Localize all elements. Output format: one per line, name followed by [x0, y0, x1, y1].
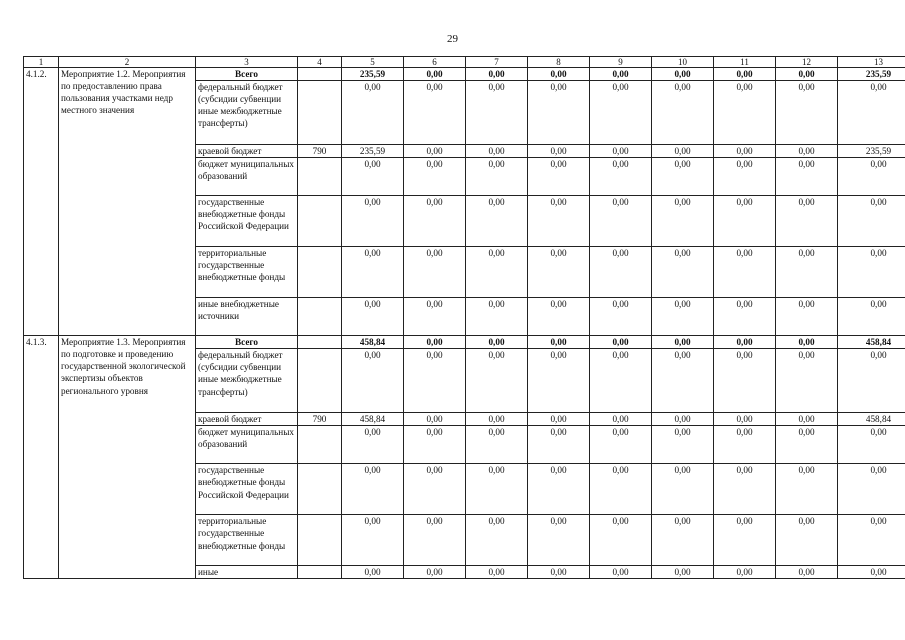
- amount-cell: 0,00: [652, 413, 714, 426]
- funding-source: федеральный бюджет (субсидии субвенции иные межбюджетные трансферты): [196, 81, 298, 145]
- measure-name: Мероприятие 1.2. Мероприятия по предоставлению права пользования участками недр местного значения: [59, 68, 196, 336]
- funding-source: государственные внебюджетные фонды Российской Федерации: [196, 464, 298, 515]
- amount-cell: 0,00: [528, 196, 590, 247]
- amount-cell: 0,00: [838, 247, 905, 298]
- amount-cell: 0,00: [776, 298, 838, 336]
- column-number: 2: [59, 57, 196, 68]
- funding-source: краевой бюджет: [196, 413, 298, 426]
- amount-cell: 0,00: [590, 158, 652, 196]
- amount-cell: 0,00: [838, 81, 905, 145]
- budget-code: [298, 247, 342, 298]
- measure-total-row: [24, 336, 905, 349]
- amount-cell: 0,00: [838, 158, 905, 196]
- amount-cell: 0,00: [714, 566, 776, 579]
- amount-cell: 0,00: [528, 298, 590, 336]
- measure-index: 4.1.2.: [24, 68, 59, 336]
- column-number: 3: [196, 57, 298, 68]
- amount-cell: 0,00: [590, 413, 652, 426]
- funding-source: иные: [196, 566, 298, 579]
- amount-cell: 0,00: [590, 247, 652, 298]
- amount-cell: 0,00: [652, 247, 714, 298]
- column-number: 6: [404, 57, 466, 68]
- amount-cell: 0,00: [404, 426, 466, 464]
- amount-cell: 0,00: [466, 68, 528, 81]
- amount-cell: 0,00: [590, 426, 652, 464]
- amount-cell: 0,00: [404, 158, 466, 196]
- amount-cell: 458,84: [342, 413, 404, 426]
- amount-cell: 0,00: [466, 426, 528, 464]
- amount-cell: 0,00: [838, 464, 905, 515]
- amount-cell: 0,00: [404, 81, 466, 145]
- table-body: [24, 57, 905, 579]
- funding-source: иные внебюджетные источники: [196, 298, 298, 336]
- measure-index: 4.1.3.: [24, 336, 59, 579]
- amount-cell: 0,00: [404, 515, 466, 566]
- amount-cell: 0,00: [342, 81, 404, 145]
- amount-cell: 0,00: [776, 196, 838, 247]
- column-number: 11: [714, 57, 776, 68]
- amount-cell: 0,00: [838, 566, 905, 579]
- amount-cell: 0,00: [528, 81, 590, 145]
- amount-cell: 0,00: [714, 145, 776, 158]
- amount-cell: 458,84: [838, 413, 905, 426]
- amount-cell: 0,00: [590, 81, 652, 145]
- amount-cell: 0,00: [342, 247, 404, 298]
- amount-cell: 0,00: [652, 336, 714, 349]
- amount-cell: 0,00: [590, 298, 652, 336]
- amount-cell: 0,00: [714, 336, 776, 349]
- amount-cell: 0,00: [404, 349, 466, 413]
- amount-cell: 0,00: [776, 81, 838, 145]
- column-number: 7: [466, 57, 528, 68]
- budget-code: [298, 426, 342, 464]
- amount-cell: 0,00: [590, 68, 652, 81]
- amount-cell: 0,00: [652, 298, 714, 336]
- amount-cell: 0,00: [776, 413, 838, 426]
- budget-code: [298, 464, 342, 515]
- funding-source: Всего: [196, 336, 298, 349]
- budget-table: [23, 56, 905, 579]
- amount-cell: 0,00: [776, 158, 838, 196]
- amount-cell: 0,00: [838, 196, 905, 247]
- amount-cell: 0,00: [714, 196, 776, 247]
- amount-cell: 0,00: [652, 196, 714, 247]
- amount-cell: 235,59: [838, 145, 905, 158]
- amount-cell: 0,00: [776, 336, 838, 349]
- column-number: 4: [298, 57, 342, 68]
- amount-cell: 0,00: [528, 68, 590, 81]
- amount-cell: 0,00: [342, 515, 404, 566]
- budget-code: [298, 298, 342, 336]
- amount-cell: 0,00: [714, 515, 776, 566]
- budget-code: 790: [298, 413, 342, 426]
- amount-cell: 0,00: [714, 68, 776, 81]
- amount-cell: 0,00: [776, 515, 838, 566]
- amount-cell: 0,00: [714, 426, 776, 464]
- budget-code: [298, 196, 342, 247]
- column-number: 5: [342, 57, 404, 68]
- amount-cell: 0,00: [652, 515, 714, 566]
- amount-cell: 0,00: [714, 298, 776, 336]
- amount-cell: 0,00: [404, 413, 466, 426]
- column-number: 10: [652, 57, 714, 68]
- budget-code: [298, 349, 342, 413]
- amount-cell: 0,00: [776, 68, 838, 81]
- amount-cell: 458,84: [838, 336, 905, 349]
- amount-cell: 0,00: [652, 158, 714, 196]
- amount-cell: 0,00: [590, 349, 652, 413]
- amount-cell: 0,00: [590, 336, 652, 349]
- amount-cell: 0,00: [528, 158, 590, 196]
- amount-cell: 0,00: [404, 464, 466, 515]
- amount-cell: 0,00: [342, 349, 404, 413]
- amount-cell: 0,00: [776, 247, 838, 298]
- amount-cell: 458,84: [342, 336, 404, 349]
- column-number: 9: [590, 57, 652, 68]
- amount-cell: 0,00: [466, 515, 528, 566]
- amount-cell: 0,00: [466, 145, 528, 158]
- column-number: 12: [776, 57, 838, 68]
- amount-cell: 0,00: [838, 515, 905, 566]
- funding-source: государственные внебюджетные фонды Российской Федерации: [196, 196, 298, 247]
- amount-cell: 0,00: [528, 349, 590, 413]
- amount-cell: 0,00: [838, 298, 905, 336]
- amount-cell: 0,00: [404, 247, 466, 298]
- amount-cell: 0,00: [714, 81, 776, 145]
- amount-cell: 0,00: [528, 464, 590, 515]
- amount-cell: 0,00: [652, 81, 714, 145]
- amount-cell: 0,00: [466, 349, 528, 413]
- funding-source: бюджет муниципальных образований: [196, 426, 298, 464]
- amount-cell: 0,00: [466, 298, 528, 336]
- budget-code: [298, 336, 342, 349]
- column-number-row: [24, 57, 905, 68]
- amount-cell: 0,00: [590, 515, 652, 566]
- budget-code: [298, 158, 342, 196]
- amount-cell: 0,00: [838, 349, 905, 413]
- amount-cell: 0,00: [528, 247, 590, 298]
- amount-cell: 0,00: [776, 464, 838, 515]
- amount-cell: 0,00: [652, 464, 714, 515]
- amount-cell: 0,00: [714, 247, 776, 298]
- budget-code: [298, 566, 342, 579]
- amount-cell: 0,00: [776, 566, 838, 579]
- amount-cell: 0,00: [652, 68, 714, 81]
- amount-cell: 0,00: [590, 196, 652, 247]
- amount-cell: 0,00: [652, 426, 714, 464]
- amount-cell: 0,00: [404, 196, 466, 247]
- budget-code: [298, 515, 342, 566]
- page-number: 29: [447, 33, 458, 45]
- amount-cell: 0,00: [342, 196, 404, 247]
- amount-cell: 0,00: [652, 566, 714, 579]
- funding-source: Всего: [196, 68, 298, 81]
- column-number: 13: [838, 57, 905, 68]
- amount-cell: 0,00: [466, 336, 528, 349]
- amount-cell: 0,00: [342, 426, 404, 464]
- funding-source: краевой бюджет: [196, 145, 298, 158]
- amount-cell: 0,00: [528, 515, 590, 566]
- amount-cell: 0,00: [590, 566, 652, 579]
- amount-cell: 0,00: [714, 464, 776, 515]
- amount-cell: 0,00: [342, 566, 404, 579]
- amount-cell: 0,00: [466, 247, 528, 298]
- funding-source: территориальные государственные внебюджетные фонды: [196, 247, 298, 298]
- amount-cell: 235,59: [838, 68, 905, 81]
- amount-cell: 0,00: [528, 413, 590, 426]
- budget-code: [298, 81, 342, 145]
- amount-cell: 0,00: [342, 464, 404, 515]
- amount-cell: 0,00: [528, 336, 590, 349]
- funding-source: федеральный бюджет (субсидии субвенции иные межбюджетные трансферты): [196, 349, 298, 413]
- budget-code: 790: [298, 145, 342, 158]
- amount-cell: 0,00: [466, 464, 528, 515]
- amount-cell: 0,00: [590, 464, 652, 515]
- amount-cell: 0,00: [466, 196, 528, 247]
- amount-cell: 0,00: [714, 413, 776, 426]
- measure-name: Мероприятие 1.3. Мероприятия по подготовке и проведению государственной экологической экспертизы объектов регионального уровня: [59, 336, 196, 579]
- amount-cell: 0,00: [714, 349, 776, 413]
- amount-cell: 0,00: [714, 158, 776, 196]
- amount-cell: 0,00: [404, 298, 466, 336]
- amount-cell: 0,00: [590, 145, 652, 158]
- amount-cell: 235,59: [342, 68, 404, 81]
- amount-cell: 0,00: [466, 81, 528, 145]
- amount-cell: 0,00: [404, 336, 466, 349]
- funding-source: территориальные государственные внебюджетные фонды: [196, 515, 298, 566]
- amount-cell: 0,00: [652, 145, 714, 158]
- amount-cell: 0,00: [466, 158, 528, 196]
- amount-cell: 0,00: [528, 426, 590, 464]
- funding-source: бюджет муниципальных образований: [196, 158, 298, 196]
- amount-cell: 235,59: [342, 145, 404, 158]
- amount-cell: 0,00: [466, 413, 528, 426]
- measure-total-row: [24, 68, 905, 81]
- amount-cell: 0,00: [652, 349, 714, 413]
- amount-cell: 0,00: [466, 566, 528, 579]
- budget-code: [298, 68, 342, 81]
- amount-cell: 0,00: [404, 68, 466, 81]
- column-number: 1: [24, 57, 59, 68]
- column-number: 8: [528, 57, 590, 68]
- amount-cell: 0,00: [776, 426, 838, 464]
- amount-cell: 0,00: [838, 426, 905, 464]
- amount-cell: 0,00: [404, 145, 466, 158]
- amount-cell: 0,00: [776, 145, 838, 158]
- amount-cell: 0,00: [776, 349, 838, 413]
- amount-cell: 0,00: [528, 145, 590, 158]
- amount-cell: 0,00: [404, 566, 466, 579]
- amount-cell: 0,00: [528, 566, 590, 579]
- amount-cell: 0,00: [342, 298, 404, 336]
- amount-cell: 0,00: [342, 158, 404, 196]
